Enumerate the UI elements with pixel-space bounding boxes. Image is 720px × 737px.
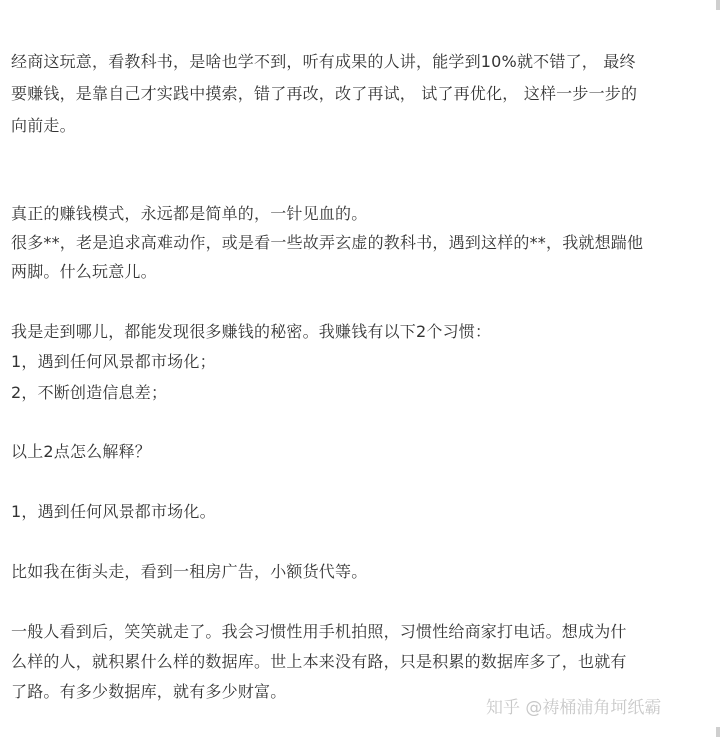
habit-item-1: 1，遇到任何风景都市场化； <box>11 352 216 371</box>
scrollbar-edge-bottom <box>716 727 720 737</box>
paragraph-7-line-3: 了路。有多少数据库，就有多少财富。 <box>11 682 287 701</box>
zhihu-watermark: 知乎 @祷桶浦角坷纸霸 <box>486 698 662 718</box>
paragraph-2-line-3: 两脚。什么玩意儿。 <box>11 262 157 281</box>
habit-item-2: 2，不断创造信息差； <box>11 383 168 402</box>
paragraph-3-line-1: 我是走到哪儿，都能发现很多赚钱的秘密。我赚钱有以下2个习惯： <box>11 322 492 341</box>
example-line: 比如我在街头走，看到一租房广告，小额货代等。 <box>11 562 368 581</box>
paragraph-2-line-2: 很多**，老是追求高难动作，或是看一些故弄玄虚的教科书，遇到这样的**，我就想踹他 <box>11 233 644 252</box>
paragraph-1-line-2: 要赚钱，是靠自己才实践中摸索，错了再改，改了再试， 试了再优化， 这样一步一步的 <box>11 84 638 103</box>
paragraph-2-line-1: 真正的赚钱模式，永远都是简单的，一针见血的。 <box>11 204 368 223</box>
question-line: 以上2点怎么解释？ <box>11 442 151 461</box>
scrollbar-edge-top <box>716 0 720 10</box>
section-heading-1: 1，遇到任何风景都市场化。 <box>11 502 216 521</box>
paragraph-1-line-1: 经商这玩意，看教科书，是啥也学不到，听有成果的人讲，能学到10%就不错了， 最终 <box>11 52 636 71</box>
paragraph-1-line-3: 向前走。 <box>11 116 76 135</box>
paragraph-7-line-2: 么样的人，就积累什么样的数据库。世上本来没有路，只是积累的数据库多了，也就有 <box>11 652 627 671</box>
paragraph-7-line-1: 一般人看到后，笑笑就走了。我会习惯性用手机拍照，习惯性给商家打电话。想成为什 <box>11 622 627 641</box>
